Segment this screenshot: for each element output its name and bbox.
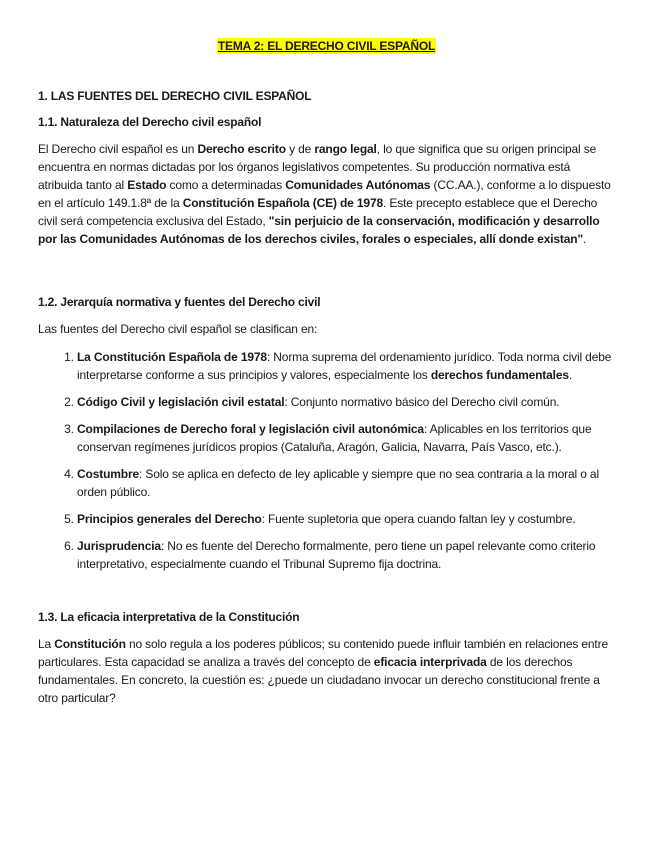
list-item-text: . [568,368,573,382]
document-title: TEMA 2: EL DERECHO CIVIL ESPAÑOL [217,39,436,53]
list-item [77,393,615,411]
bold-run: Comunidades Autónomas [285,178,431,192]
sources-list [38,348,615,573]
list-item-text: : Fuente supletoria que opera cuando faltan ley y costumbre. [261,512,576,526]
list-item-text: : Solo se aplica en defecto de ley aplicable y siempre que no sea contraria a la moral o al orden público. [77,467,599,499]
text-run: (CC.AA.), conforme a lo dispuesto en el artículo 149.1.8ª de la [38,178,611,210]
text-run: y de [285,142,315,156]
text-run: , lo que significa que su origen principal se encuentra en normas dictadas por los órganos legislativos competentes. Su producción normativa está atribuida tanto al [38,142,597,192]
text-run: . [583,232,587,246]
spacer [38,582,615,609]
list-item [77,348,615,384]
section-1-2-heading: 1.2. Jerarquía normativa y fuentes del Derecho civil [38,295,321,309]
list-item-text: : Conjunto normativo básico del Derecho civil común. [284,395,560,409]
bold-quote: "sin perjuicio de la conservación, modificación y desarrollo por las Comunidades Autónomas de los derechos civiles, forales o especiales, allí donde existan" [38,214,600,246]
section-1-1-heading: 1.1. Naturaleza del Derecho civil español [38,115,262,129]
title-wrap [38,38,615,54]
list-item-term: Costumbre [77,467,139,481]
text-run: como a determinadas [166,178,286,192]
list-item-term: Jurisprudencia [77,539,161,553]
list-item-term: Compilaciones de Derecho foral y legislación civil autonómica [77,422,424,436]
bold-run: rango legal [314,142,377,156]
bold-run: Constitución Española (CE) de 1978 [182,196,383,210]
bold-run: Derecho escrito [197,142,286,156]
section-1-3-paragraph [38,635,615,707]
text-run: no solo regula a los poderes públicos; su contenido puede influir también en relaciones entre particulares. Esta capacidad se analiza a través del concepto de [38,637,608,669]
list-item [77,537,615,573]
list-item [77,420,615,456]
section-1-heading: 1. LAS FUENTES DEL DERECHO CIVIL ESPAÑOL [38,89,312,103]
bold-run: Constitución [54,637,126,651]
list-item [77,465,615,501]
list-item-text: : No es fuente del Derecho formalmente, pero tiene un papel relevante como criterio interpretativo, especialmente cuando el Tribunal Supremo fija doctrina. [77,539,596,571]
section-1-3-heading: 1.3. La eficacia interpretativa de la Constitución [38,610,300,624]
text-run: . Este precepto establece que el Derecho civil será competencia exclusiva del Estado, [38,196,598,228]
bold-run: Estado [127,178,167,192]
section-1-2-intro: Las fuentes del Derecho civil español se clasifican en: [38,322,318,336]
list-item-text: : Aplicables en los territorios que conservan regímenes jurídicos propios (Cataluña, Aragón, Galicia, Navarra, País Vasco, etc.). [77,422,592,454]
list-item-term: Código Civil y legislación civil estatal [77,395,285,409]
list-item [77,510,615,528]
list-item-term: derechos fundamentales [430,368,569,382]
section-1-1-paragraph [38,140,615,248]
text-run: La [38,637,55,651]
list-item-text: : Norma suprema del ordenamiento jurídico. Toda norma civil debe interpretarse conforme a sus principios y valores, especialmente los [77,350,612,382]
bold-run: eficacia interprivada [373,655,487,669]
list-item-term: Principios generales del Derecho [77,512,262,526]
text-run: de los derechos fundamentales. En concreto, la cuestión es: ¿puede un ciudadano invocar un derecho constitucional frente a otro particular? [38,655,600,705]
list-item-term: La Constitución Española de 1978 [77,350,267,364]
spacer [38,258,615,294]
text-run: El Derecho civil español es un [38,142,198,156]
